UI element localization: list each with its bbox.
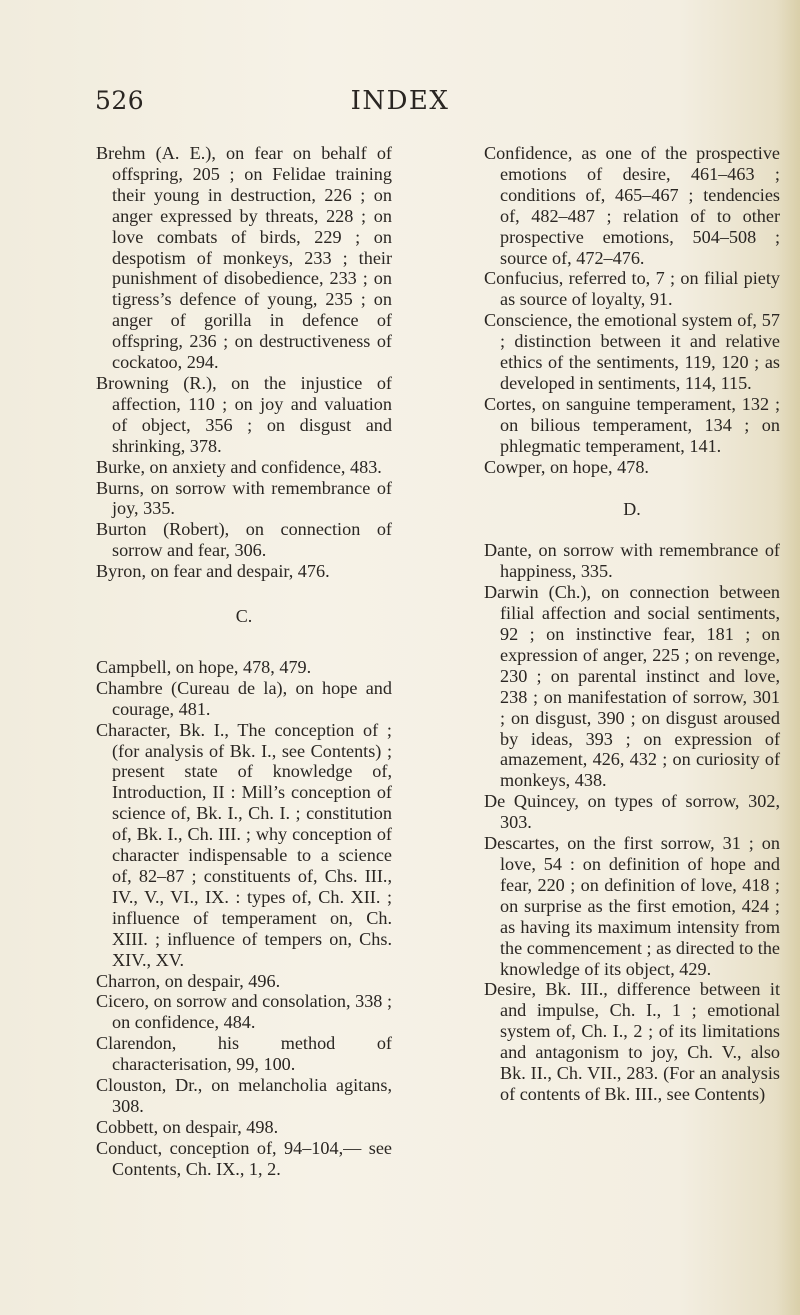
index-entry: Dante, on sorrow with remembrance of happiness, 335.: [484, 540, 780, 582]
index-entry: Confucius, referred to, 7 ; on filial piety as source of loyalty, 91.: [484, 268, 780, 310]
index-entry: Burns, on sorrow with remembrance of joy, 335.: [96, 477, 392, 519]
index-entry: Byron, on fear and despair, 476.: [96, 561, 330, 582]
section-letter-c: C.: [235, 606, 253, 627]
index-entry: Campbell, on hope, 478, 479.: [96, 656, 312, 677]
left-column: [96, 143, 392, 1180]
index-entry: Charron, on despair, 496.: [96, 970, 281, 991]
running-head: INDEX: [350, 86, 450, 116]
index-entry: Burton (Robert), on connection of sorrow and fear, 306.: [96, 519, 392, 561]
index-entry: Cowper, on hope, 478.: [484, 456, 649, 477]
index-entry: Conscience, the emotional system of, 57 ; distinction between it and relative ethics of the sentiments, 119, 120 ; as developed in sentiments, 114, 115.: [484, 310, 780, 393]
index-entry: Character, Bk. I., The conception of ; (for analysis of Bk. I., see Contents) ; present state of knowledge of, Introduction, II : Mill’s conception of science of, Bk. I., Ch. I. ; constitution of, Bk. I., Ch. III. ; why conception of character indispensable to a science of, 82–87 ; constituents of, Chs. III., IV., V., VI., IX. : types of, Ch. XII. ; influence of temperament on, Ch. XIII. ; influence of tempers on, Chs. XIV., XV.: [96, 719, 392, 970]
page-header: [0, 86, 800, 126]
index-entry: Cicero, on sorrow and consolation, 338 ; on confidence, 484.: [96, 991, 392, 1033]
index-entry: Clouston, Dr., on melancholia agitans, 308.: [96, 1075, 392, 1116]
index-entry: Confidence, as one of the prospective emotions of desire, 461–463 ; conditions of, 465–467 ; tendencies of, 482–487 ; relation of to other prospective emotions, 504–508 ; source of, 472–476.: [484, 143, 780, 268]
index-entry: Desire, Bk. III., difference between it and impulse, Ch. I., 1 ; emotional system of, Ch. I., 2 ; of its limitations and antagonism to joy, Ch. V., also Bk. II., Ch. VII., 283. (For an analysis of contents of Bk. III., see Contents): [484, 979, 780, 1104]
index-entry: De Quincey, on types of sorrow, 302, 303.: [484, 791, 780, 833]
index-entry: Descartes, on the first sorrow, 31 ; on love, 54 : on definition of hope and fear, 220 ; on definition of love, 418 ; on surprise as the first emotion, 424 ; as having its maximum intensity from the commencement ; as directed to the knowledge of its object, 429.: [484, 833, 780, 979]
index-entry: Chambre (Cureau de la), on hope and courage, 481.: [96, 677, 392, 719]
right-column: [484, 143, 780, 1105]
index-entry: Cortes, on sanguine temperament, 132 ; on bilious temperament, 134 ; on phlegmatic temperament, 141.: [484, 393, 780, 456]
index-entry: Cobbett, on despair, 498.: [96, 1116, 279, 1137]
page-number: 526: [95, 86, 145, 115]
index-entry: Burke, on anxiety and confidence, 483.: [96, 456, 382, 477]
index-entry: Conduct, conception of, 94–104,— see Contents, Ch. IX., 1, 2.: [96, 1137, 392, 1179]
index-entry: Brehm (A. E.), on fear on behalf of offspring, 205 ; on Felidae training their young in destruction, 226 ; on anger expressed by threats, 228 ; on love combats of birds, 229 ; on despotism of monkeys, 233 ; their punishment of disobedience, 233 ; on tigress’s defence of young, 235 ; on anger of gorilla in defence of offspring, 236 ; on destructiveness of cockatoo, 294.: [96, 143, 392, 373]
index-entry: Darwin (Ch.), on connection between filial affection and social sentiments, 92 ; on instinctive fear, 181 ; on expression of anger, 225 ; on revenge, 230 ; on parental instinct and love, 238 ; on manifestation of sorrow, 301 ; on disgust, 390 ; on disgust aroused by ideas, 393 ; on expression of amazement, 426, 432 ; on curiosity of monkeys, 438.: [484, 582, 780, 791]
section-letter-d: D.: [623, 498, 641, 519]
index-entry: Browning (R.), on the injustice of affection, 110 ; on joy and valuation of object, 356 ; on disgust and shrinking, 378.: [96, 372, 392, 456]
index-entry: Clarendon, his method of characterisation, 99, 100.: [96, 1033, 392, 1075]
